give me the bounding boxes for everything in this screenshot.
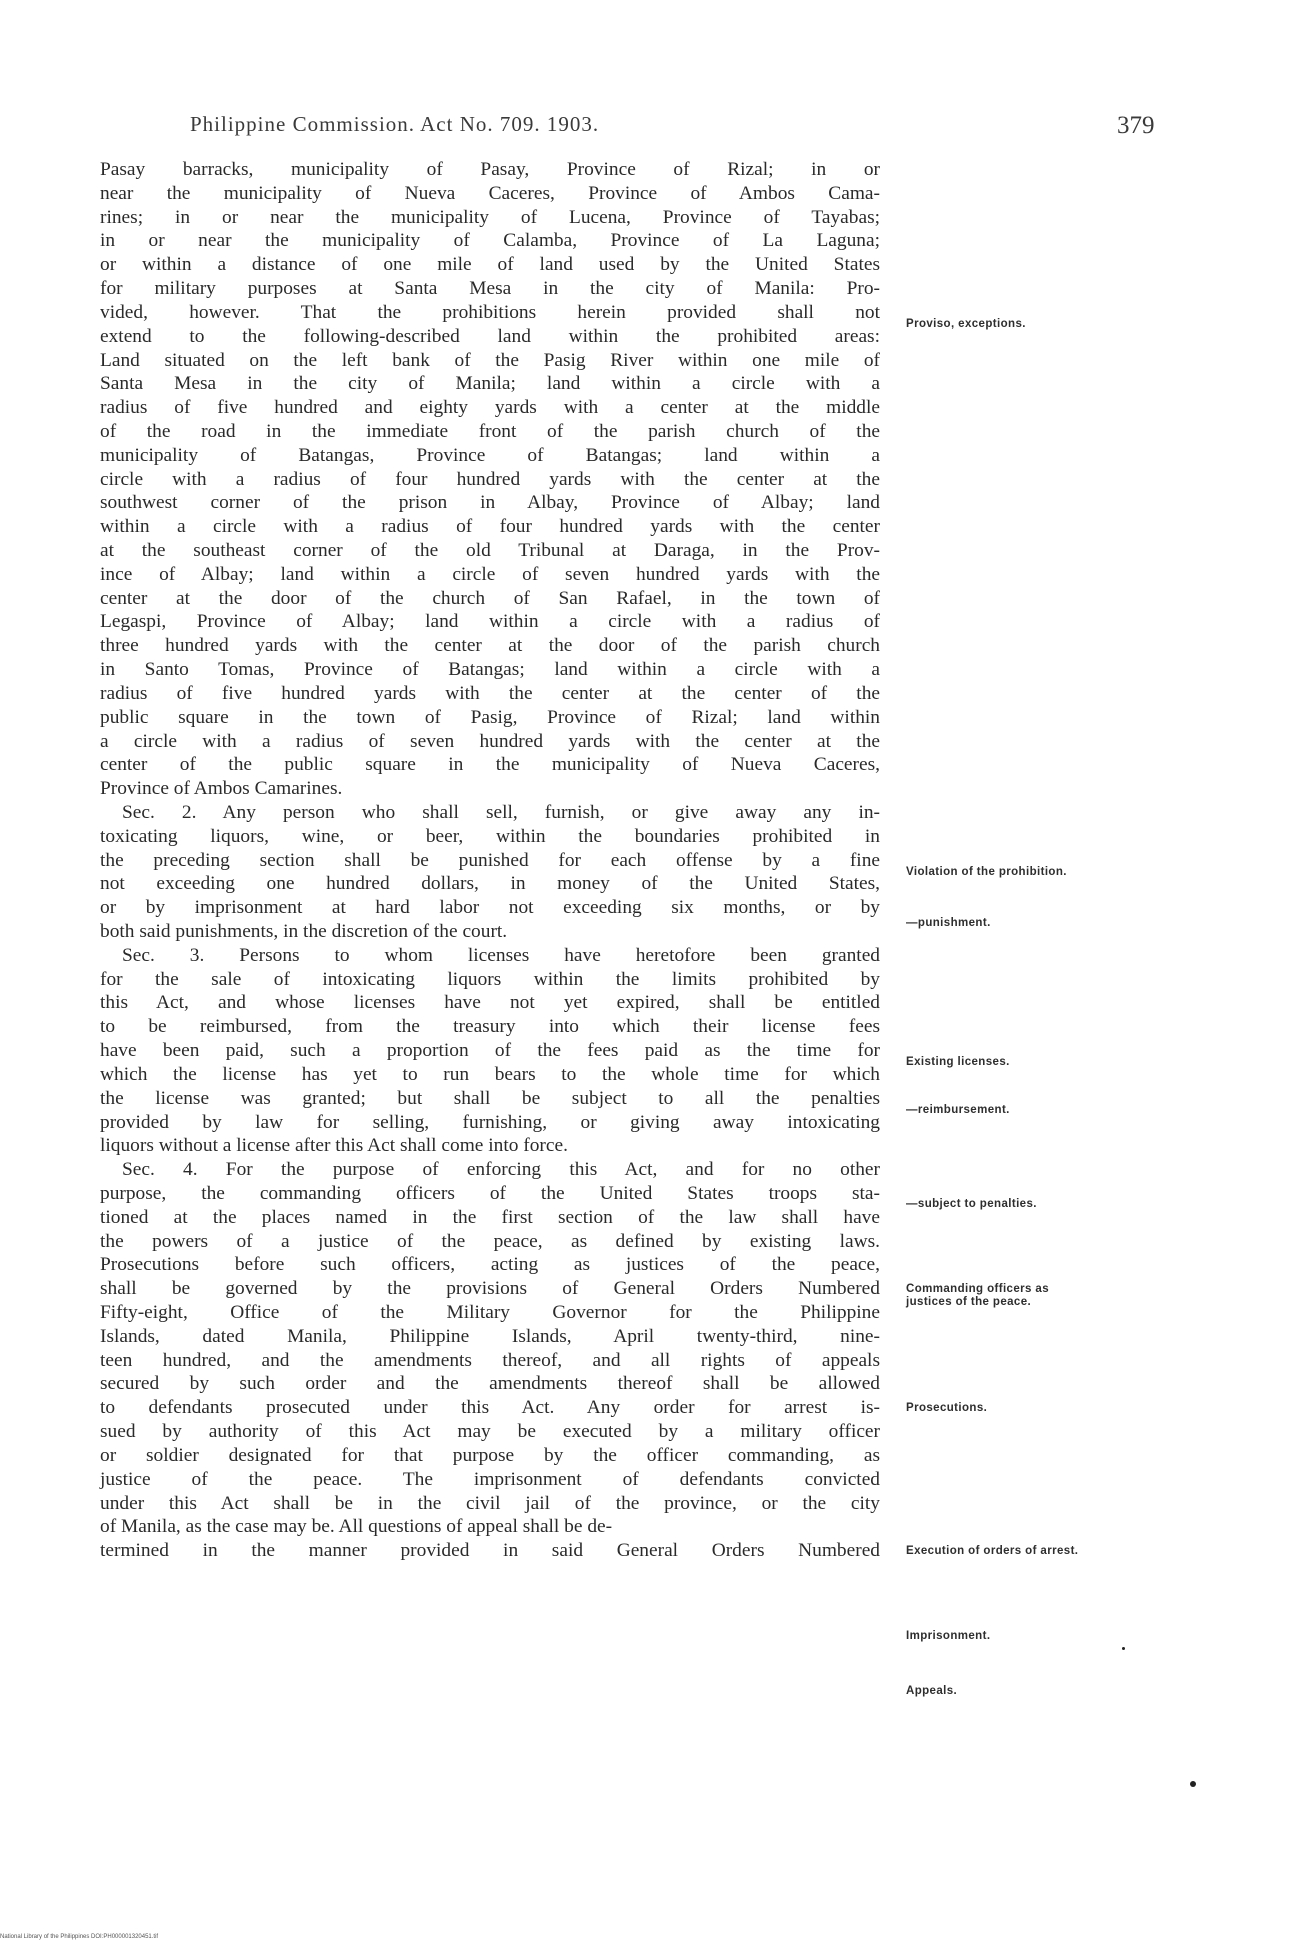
text-line: in or near the municipality of Calamba, Province of La Laguna; [100,230,880,252]
text-line: Province of Ambos Camarines. [100,778,343,800]
text-line: Land situated on the left bank of the Pasig River within one mile of [100,349,880,371]
scan-tag: National Library of the Philippines DOI:PH000001320451.tif [0,1934,159,1940]
margin-note-prosecutions: Prosecutions. [906,1402,988,1414]
text-line: liquors without a license after this Act shall come into force. [100,1135,568,1157]
text-line: this Act, and whose licenses have not yet expired, shall be entitled [100,992,880,1014]
text-line: the powers of a justice of the peace, as defined by existing laws. [100,1230,880,1252]
text-line: toxicating liquors, wine, or beer, within the boundaries prohibited in [100,825,880,847]
text-line: three hundred yards with the center at the door of the parish church [100,635,880,657]
text-line: tioned at the places named in the first section of the law shall have [100,1206,880,1228]
text-line: the preceding section shall be punished for each offense by a fine [100,849,880,871]
text-line: both said punishments, in the discretion of the court. [100,921,508,942]
text-line: Sec. 3. Persons to whom licenses have heretofore been granted [122,944,880,966]
margin-note-violation: Violation of the prohibition. [906,866,1067,878]
page-number: 379 [1117,112,1155,139]
text-line: radius of five hundred and eighty yards with a center at the middle [100,397,880,419]
text-line: Sec. 2. Any person who shall sell, furnish, or give away any in- [122,801,880,823]
text-line: of the road in the immediate front of the parish church of the [100,420,880,442]
text-line: vided, however. That the prohibitions herein provided shall not [100,301,880,323]
text-line: secured by such order and the amendments thereof shall be allowed [100,1373,880,1395]
text-line: under this Act shall be in the civil jail of the province, or the city [100,1492,880,1514]
text-line: Legaspi, Province of Albay; land within a circle with a radius of [100,611,880,633]
margin-note-appeals: Appeals. [906,1685,958,1697]
text-line: the license was granted; but shall be subject to all the penalties [100,1087,880,1109]
text-line: rines; in or near the municipality of Lucena, Province of Tayabas; [100,206,880,228]
text-line: to be reimbursed, from the treasury into which their license fees [100,1016,880,1038]
text-line: not exceeding one hundred dollars, in money of the United States, [100,873,880,895]
text-line: which the license has yet to run bears to the whole time for which [100,1063,880,1085]
text-line: justice of the peace. The imprisonment of defendants convicted [100,1468,880,1490]
text-line: southwest corner of the prison in Albay, Province of Albay; land [100,492,880,514]
text-line: for military purposes at Santa Mesa in the city of Manila: Pro- [100,278,880,300]
text-line: Sec. 4. For the purpose of enforcing this Act, and for no other [122,1159,880,1181]
text-line: center at the door of the church of San Rafael, in the town of [100,587,880,609]
margin-note-execution-of-orders: Execution of orders of arrest. [906,1545,1079,1557]
margin-note-proviso: Proviso, exceptions. [906,318,1026,330]
text-line: Fifty-eight, Office of the Military Governor for the Philippine [100,1302,880,1323]
text-line: termined in the manner provided in said General Orders Numbered [100,1540,880,1562]
text-line: Prosecutions before such officers, acting as justices of the peace, [100,1254,880,1276]
text-line: near the municipality of Nueva Caceres, Province of Ambos Cama- [100,182,880,204]
text-line: Pasay barracks, municipality of Pasay, Province of Rizal; in or [100,159,880,180]
text-line: center of the public square in the municipality of Nueva Caceres, [100,754,880,776]
text-line: purpose, the commanding officers of the United States troops sta- [100,1182,880,1204]
margin-note-imprisonment: Imprisonment. [906,1630,991,1642]
text-line: provided by law for selling, furnishing, or giving away intoxicating [100,1111,880,1133]
text-line: ince of Albay; land within a circle of seven hundred yards with the [100,563,880,585]
running-head: Philippine Commission. Act No. 709. 1903. [190,112,600,136]
text-line: Santa Mesa in the city of Manila; land within a circle with a [100,373,880,395]
text-line: public square in the town of Pasig, Province of Rizal; land within [100,706,880,728]
body-text [100,158,880,1563]
text-line: a circle with a radius of seven hundred yards with the center at the [100,730,880,752]
margin-note-commanding-officers: Commanding officers as justices of the peace. [906,1283,1049,1308]
text-line: to defendants prosecuted under this Act. Any order for arrest is- [100,1397,880,1419]
text-line: within a circle with a radius of four hundred yards with the center [100,516,880,538]
text-line: teen hundred, and the amendments thereof, and all rights of appeals [100,1349,880,1371]
text-line: or soldier designated for that purpose by the officer commanding, as [100,1444,880,1466]
speck-mark [1190,1781,1196,1787]
text-line: Islands, dated Manila, Philippine Islands, April twenty-third, nine- [100,1325,880,1347]
text-line: municipality of Batangas, Province of Batangas; land within a [100,444,880,466]
text-line: in Santo Tomas, Province of Batangas; land within a circle with a [100,659,880,681]
text-line: have been paid, such a proportion of the fees paid as the time for [100,1040,880,1062]
text-line: shall be governed by the provisions of General Orders Numbered [100,1278,880,1300]
text-line: or within a distance of one mile of land used by the United States [100,254,880,276]
text-line: of Manila, as the case may be. All questions of appeal shall be de- [100,1516,613,1538]
margin-note-punishment: —punishment. [906,917,991,929]
margin-note-existing-licenses: Existing licenses. [906,1056,1010,1068]
text-line: for the sale of intoxicating liquors within the limits prohibited by [100,968,880,990]
margin-note-reimbursement: —reimbursement. [906,1104,1010,1116]
text-line: or by imprisonment at hard labor not exceeding six months, or by [100,897,880,919]
text-line: at the southeast corner of the old Tribunal at Daraga, in the Prov- [100,540,880,561]
text-line: sued by authority of this Act may be executed by a military officer [100,1421,880,1443]
margin-note-penalties: —subject to penalties. [906,1198,1037,1210]
speck-mark [1122,1647,1125,1650]
text-line: extend to the following-described land within the prohibited areas: [100,325,880,347]
text-line: radius of five hundred yards with the center at the center of the [100,682,880,704]
text-line: circle with a radius of four hundred yards with the center at the [100,468,880,490]
